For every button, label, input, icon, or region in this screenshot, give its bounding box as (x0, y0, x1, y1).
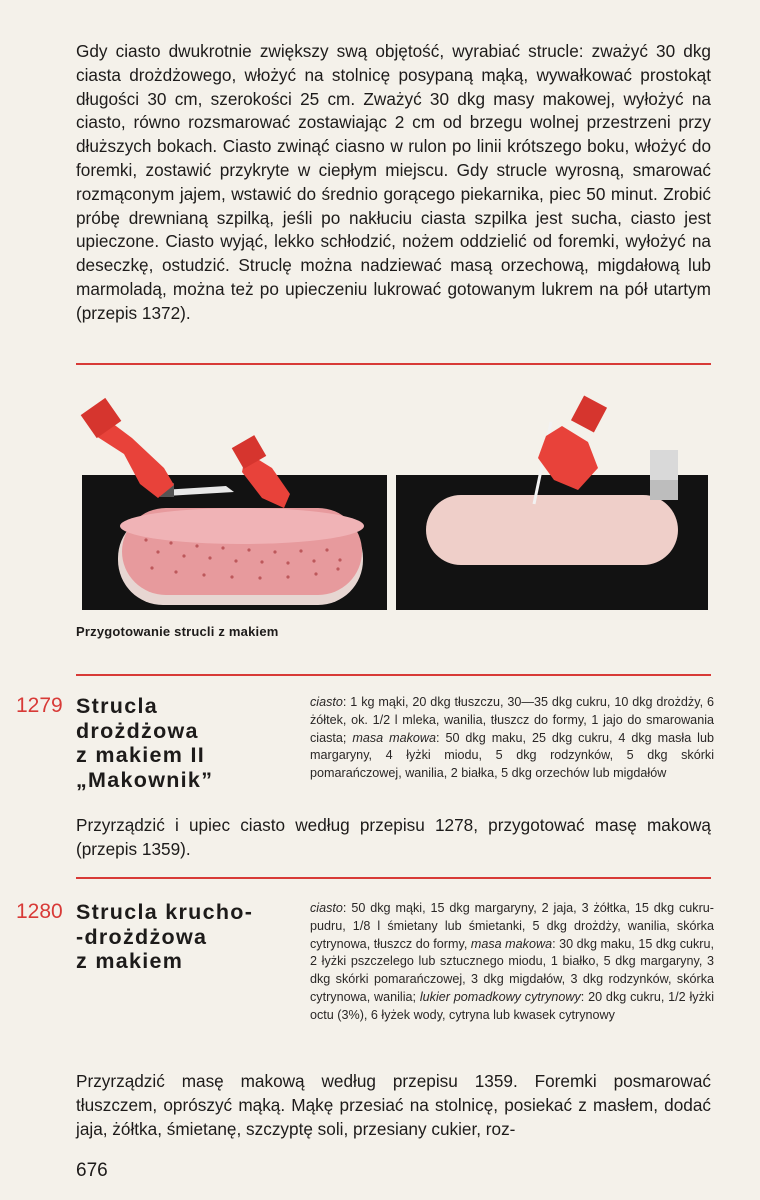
recipe-title-line: -drożdżowa (76, 924, 208, 949)
ingredients-poppy-filling: : 30 dkg maku, 15 dkg cukru, 2 łyżki pszczelego lub sztucznego miodu, 1 białko, 5 dkg margaryny, 3 dkg skórki pomarańczowej, 3 dkg migdałów, 3 dkg rodzynków, skórka cytrynowa, wanilia; (310, 936, 714, 1004)
recipe-title-line: drożdżowa (76, 718, 199, 743)
divider-caption (76, 674, 711, 676)
ingredients-label-dough: ciasto (310, 695, 343, 709)
recipe-title-line: „Makownik” (76, 767, 214, 792)
recipe-ingredients (310, 900, 714, 1025)
recipe-method: Przyrządzić masę makową według przepisu 1359. Foremki posmarować tłuszczem, oprószyć mąką. Mąkę przesiać na stolnicę, posiekać z masłem, dodać jaja, żółtka, śmietanę, szczyptę soli, przesiany cukier, roz- (76, 1071, 711, 1139)
ingredients-label-poppy-filling: masa makowa (352, 730, 437, 745)
recipe-number: 1280 (16, 900, 63, 923)
ingredients-poppy-filling: : 50 dkg maku, 25 dkg cukru, 4 dkg masła lub margaryny, 4 łyżki miodu, 5 dkg rodzynków, 5 dkg skórki pomarańczowej, wanilia, 2 białka, 5 dkg orzechów lub migdałów (310, 730, 714, 781)
ingredients-label-lemon-fondant: lukier pomadkowy cytrynowy (419, 989, 581, 1004)
recipe-ingredients (310, 694, 714, 783)
ingredients-label-dough: ciasto (310, 901, 343, 915)
divider-top (76, 363, 711, 365)
figure-caption: Przygotowanie strucli z makiem (76, 624, 279, 639)
strucla-preparation-illustration (76, 380, 711, 610)
divider-recipes (76, 877, 711, 879)
recipe-title-line: Strucla krucho- (76, 900, 254, 924)
recipe-title (76, 900, 253, 974)
recipe-title-line: z makiem II (76, 743, 206, 767)
recipe-title (76, 694, 213, 792)
illustration-left-panel (81, 398, 387, 610)
illustration-right-panel (396, 396, 708, 610)
ingredients-label-poppy-filling: masa makowa (470, 936, 553, 951)
page-number: 676 (76, 1160, 108, 1181)
ingredients-dough: : 1 kg mąki, 20 dkg tłuszczu, 30—35 dkg cukru, 10 dkg drożdży, 6 żółtek, ok. 1/2 l mleka, wanilia, tłuszcz do formy, 1 jajo do smarowania ciasta; (310, 695, 714, 745)
recipe-number: 1279 (16, 694, 63, 717)
recipe-title-line: z makiem (76, 949, 184, 973)
recipe-title-line: Strucla (76, 694, 158, 718)
recipe-method: Przyrządzić i upiec ciasto według przepisu 1278, przygotować masę makową (przepis 1359). (76, 815, 711, 859)
ingredients-lemon-fondant: : 20 dkg cukru, 1/2 łyżki octu (3%), 6 łyżek wody, cytryna lub kwasek cytrynowy (310, 989, 714, 1022)
intro-paragraph: Gdy ciasto dwukrotnie zwiększy swą objętość, wyrabiać strucle: zważyć 30 dkg ciasta drożdżowego, włożyć na stolnicę posypaną mąką, wywałkować prostokąt długości 30 cm, szerokości 25 cm. Zważyć 30 dkg masy makowej, wyłożyć na ciasto, równo rozsmarować zostawiając 2 cm od brzegu wolnej przestrzeni przy dłuższych bokach. Ciasto zwinąć ciasno w rulon po linii krótszego boku, włożyć do foremki, zostawić przykryte w ciepłym miejscu. Gdy strucle wyrosną, smarować rozmąconym jajem, wstawić do średnio gorącego piekarnika, piec 50 minut. Zrobić próbę drewnianą szpilką, jeśli po nakłuciu ciasta szpilka jest sucha, ciasto jest upieczone. Ciasto wyjąć, lekko schłodzić, nożem oddzielić od foremki, wyłożyć na deseczkę, ostudzić. Struclę można nadziewać masą orzechową, migdałową lub marmoladą, można też po upieczeniu lukrować gotowanym lukrem na pół utartym (przepis 1372). (76, 41, 711, 323)
ingredients-dough: : 50 dkg mąki, 15 dkg margaryny, 2 jaja, 3 żółtka, 15 dkg cukru-pudru, 1/8 l śmietany lub śmietanki, 5 dkg drożdży, wanilia, skórka cytrynowa, tłuszcz do formy, (310, 901, 714, 951)
